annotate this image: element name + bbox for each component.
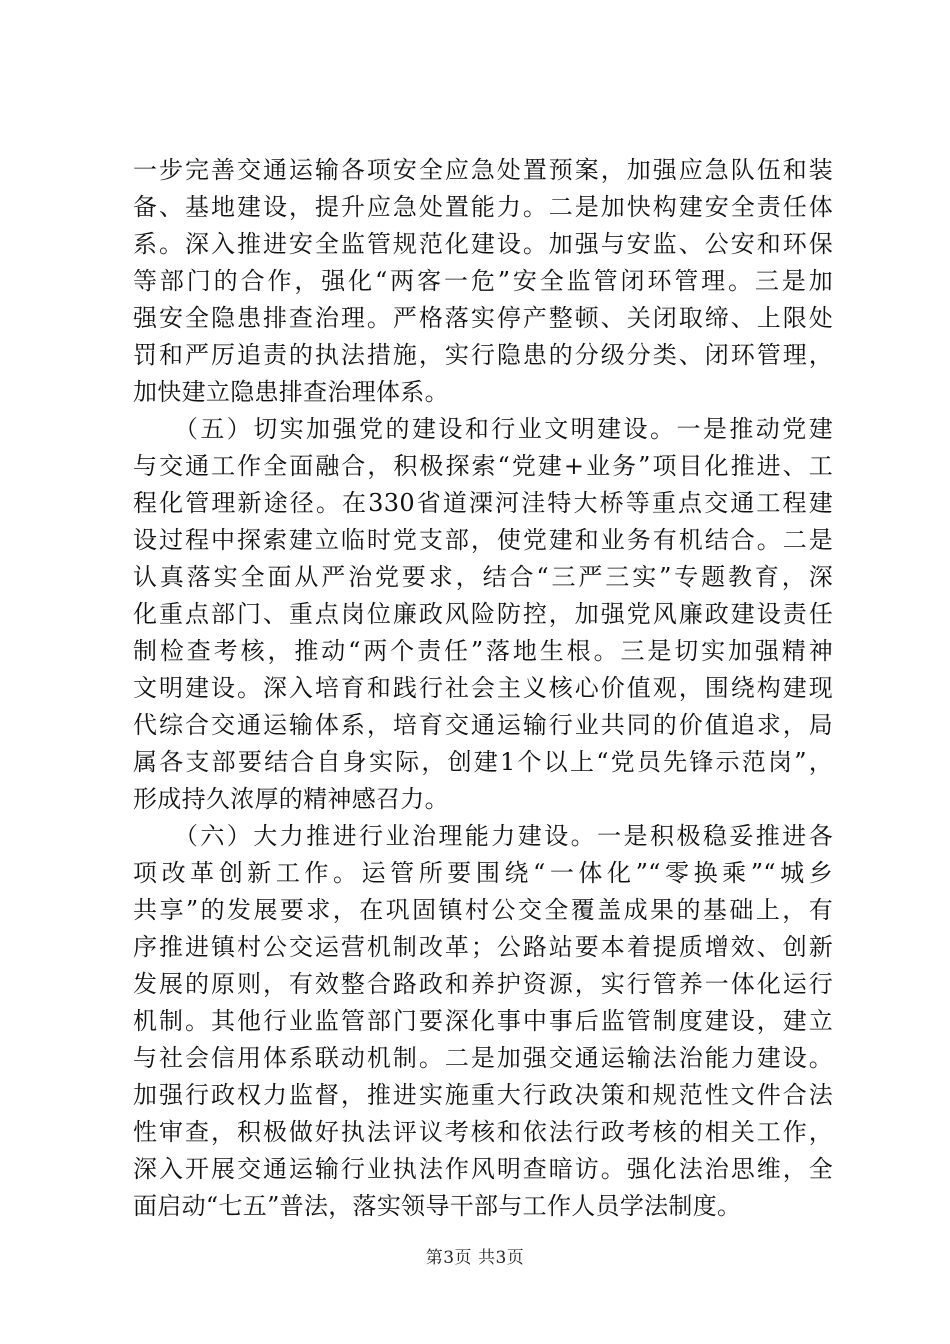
page-number-label: 第3页 共3页 (425, 1248, 525, 1268)
text-line: 一步完善交通运输各项安全应急处置预案，加强应急队伍和装 (133, 156, 833, 184)
text-line: 强安全隐患排查治理。严格落实停产整顿、关闭取缔、上限处 (133, 304, 833, 332)
text-line: 机制。其他行业监管部门要深化事中事后监管制度建设，建立 (133, 1007, 833, 1035)
body-text (133, 152, 833, 1225)
text-line: 加强行政权力监督，推进实施重大行政决策和规范性文件合法 (133, 1081, 833, 1109)
page-footer (0, 1247, 950, 1269)
text-line: 形成持久浓厚的精神感召力。 (133, 785, 449, 813)
text-line: 深入开展交通运输行业执法作风明查暗访。强化法治思维，全 (133, 1155, 833, 1183)
text-line: 属各支部要结合自身实际，创建1个以上“党员先锋示范岗”， (133, 748, 833, 776)
text-line: （六）大力推进行业治理能力建设。一是积极稳妥推进各 (133, 822, 833, 850)
text-line: 程化管理新途径。在330省道溧河洼特大桥等重点交通工程建 (133, 489, 833, 517)
text-line: （五）切实加强党的建设和行业文明建设。一是推动党建 (133, 415, 833, 443)
text-line: 文明建设。深入培育和践行社会主义核心价值观，围绕构建现 (133, 674, 833, 702)
text-line: 系。深入推进安全监管规范化建设。加强与安监、公安和环保 (133, 230, 833, 258)
text-line: 面启动“七五”普法，落实领导干部与工作人员学法制度。 (133, 1192, 742, 1220)
text-line: 制检查考核，推动“两个责任”落地生根。三是切实加强精神 (133, 637, 833, 665)
text-line: 加快建立隐患排查治理体系。 (133, 378, 449, 406)
text-line: 项改革创新工作。运管所要围绕“一体化”“零换乘”“城乡 (133, 859, 833, 887)
text-line: 认真落实全面从严治党要求，结合“三严三实”专题教育，深 (133, 563, 833, 591)
text-line: 设过程中探索建立临时党支部，使党建和业务有机结合。二是 (133, 526, 833, 554)
text-line: 与交通工作全面融合，积极探索“党建+业务”项目化推进、工 (133, 452, 833, 480)
text-line: 等部门的合作，强化“两客一危”安全监管闭环管理。三是加 (133, 267, 833, 295)
text-line: 性审查，积极做好执法评议考核和依法行政考核的相关工作， (133, 1118, 833, 1146)
text-line: 序推进镇村公交运营机制改革；公路站要本着提质增效、创新 (133, 933, 833, 961)
text-line: 与社会信用体系联动机制。二是加强交通运输法治能力建设。 (133, 1044, 833, 1072)
text-line: 化重点部门、重点岗位廉政风险防控，加强党风廉政建设责任 (133, 600, 833, 628)
text-line: 代综合交通运输体系，培育交通运输行业共同的价值追求，局 (133, 711, 833, 739)
text-line: 罚和严厉追责的执法措施，实行隐患的分级分类、闭环管理， (133, 341, 833, 369)
text-line: 发展的原则，有效整合路政和养护资源，实行管养一体化运行 (133, 970, 833, 998)
text-line: 共享”的发展要求，在巩固镇村公交全覆盖成果的基础上，有 (133, 896, 833, 924)
text-line: 备、基地建设，提升应急处置能力。二是加快构建安全责任体 (133, 193, 833, 221)
